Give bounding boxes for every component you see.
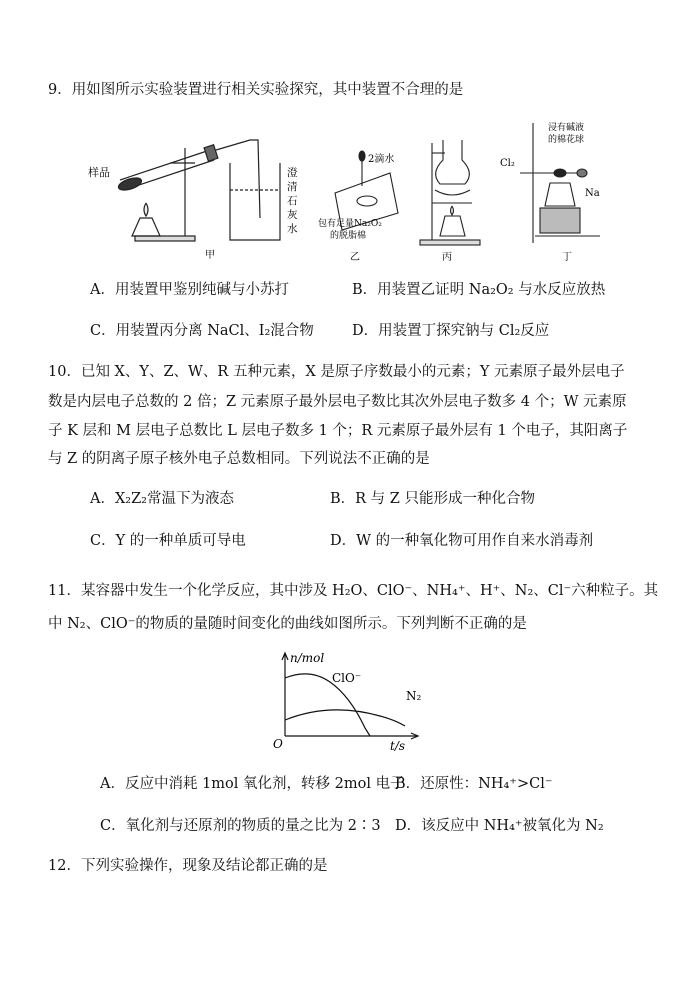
question-10-line1: 10．已知 X、Y、Z、W、R 五种元素，X 是原子序数最小的元素；Y 元素原子最外层电子	[48, 364, 625, 380]
svg-text:澄: 澄	[287, 167, 298, 179]
jia-limewater-label	[287, 167, 298, 235]
clo-curve-label: ClO⁻	[332, 671, 362, 685]
apparatus-figure	[80, 118, 620, 268]
ding-caption: 丁	[562, 252, 572, 263]
q10-option-d: D．W 的一种氧化物可用作自来水消毒剂	[330, 533, 594, 549]
question-10-line3: 子 K 层和 M 层电子总数比 L 层电子数多 1 个；R 元素原子最外层有 1 个电子，其阳离子	[48, 423, 628, 439]
ding-na-label: Na	[585, 188, 600, 199]
apparatus-jia	[117, 140, 280, 241]
jia-sample-label: 样品	[88, 166, 110, 179]
apparatus-bing	[420, 140, 480, 245]
q10-option-b: B．R 与 Z 只能形成一种化合物	[330, 491, 535, 507]
question-10-line2: 数是内层电子总数的 2 倍；Z 元素原子最外层电子数比其次外层电子数多 4 个；W 元素原	[48, 394, 627, 410]
n2-curve-label: N₂	[406, 689, 422, 703]
q11-graph	[270, 648, 430, 756]
question-12-stem: 12．下列实验操作，现象及结论都正确的是	[48, 858, 328, 874]
n2-curve	[285, 710, 405, 726]
q10-option-c: C．Y 的一种单质可导电	[90, 533, 246, 549]
svg-text:石: 石	[287, 195, 298, 207]
svg-text:清: 清	[287, 181, 298, 193]
question-10-line4: 与 Z 的阴离子原子核外电子总数相同。下列说法不正确的是	[48, 451, 430, 467]
yi-note-line2: 的脱脂棉	[330, 231, 367, 241]
question-11-line1: 11．某容器中发生一个化学反应，其中涉及 H₂O、ClO⁻、NH₄⁺、H⁺、N₂、Cl⁻六种粒子。其	[48, 583, 659, 599]
question-9-stem: 9．用如图所示实验装置进行相关实验探究，其中装置不合理的是	[48, 82, 464, 98]
q11-option-a: A．反应中消耗 1mol 氧化剂，转移 2mol 电子	[100, 776, 405, 792]
jia-caption: 甲	[205, 250, 215, 261]
ding-note-line1: 浸有碱液	[548, 123, 585, 133]
q9-option-a: A．用装置甲鉴别纯碱与小苏打	[90, 282, 289, 298]
q11-option-d: D．该反应中 NH₄⁺被氧化为 N₂	[395, 818, 604, 834]
svg-text:灰: 灰	[287, 209, 298, 221]
x-axis-label: t/s	[390, 739, 406, 753]
ding-note-line2: 的棉花球	[548, 135, 585, 145]
y-axis-label: n/mol	[290, 651, 325, 665]
yi-caption: 乙	[350, 252, 360, 263]
bing-caption: 丙	[442, 252, 452, 263]
q9-option-b: B．用装置乙证明 Na₂O₂ 与水反应放热	[352, 282, 606, 298]
yi-note-line1: 包有足量Na₂O₂	[318, 219, 382, 229]
q11-option-c: C．氧化剂与还原剂的物质的量之比为 2∶3	[100, 818, 381, 834]
q9-option-c: C．用装置丙分离 NaCl、I₂混合物	[90, 323, 314, 339]
q9-option-d: D．用装置丁探究钠与 Cl₂反应	[352, 323, 550, 339]
q11-option-b: B．还原性：NH₄⁺>Cl⁻	[395, 776, 553, 792]
question-11-line2: 中 N₂、ClO⁻的物质的量随时间变化的曲线如图所示。下列判断不正确的是	[48, 616, 527, 632]
q10-option-a: A．X₂Z₂常温下为液态	[90, 491, 234, 507]
yi-drops-label: 2滴水	[368, 154, 395, 165]
ding-cl2-label: Cl₂	[500, 158, 515, 169]
origin-label: O	[273, 737, 283, 751]
svg-text:水: 水	[287, 223, 298, 235]
